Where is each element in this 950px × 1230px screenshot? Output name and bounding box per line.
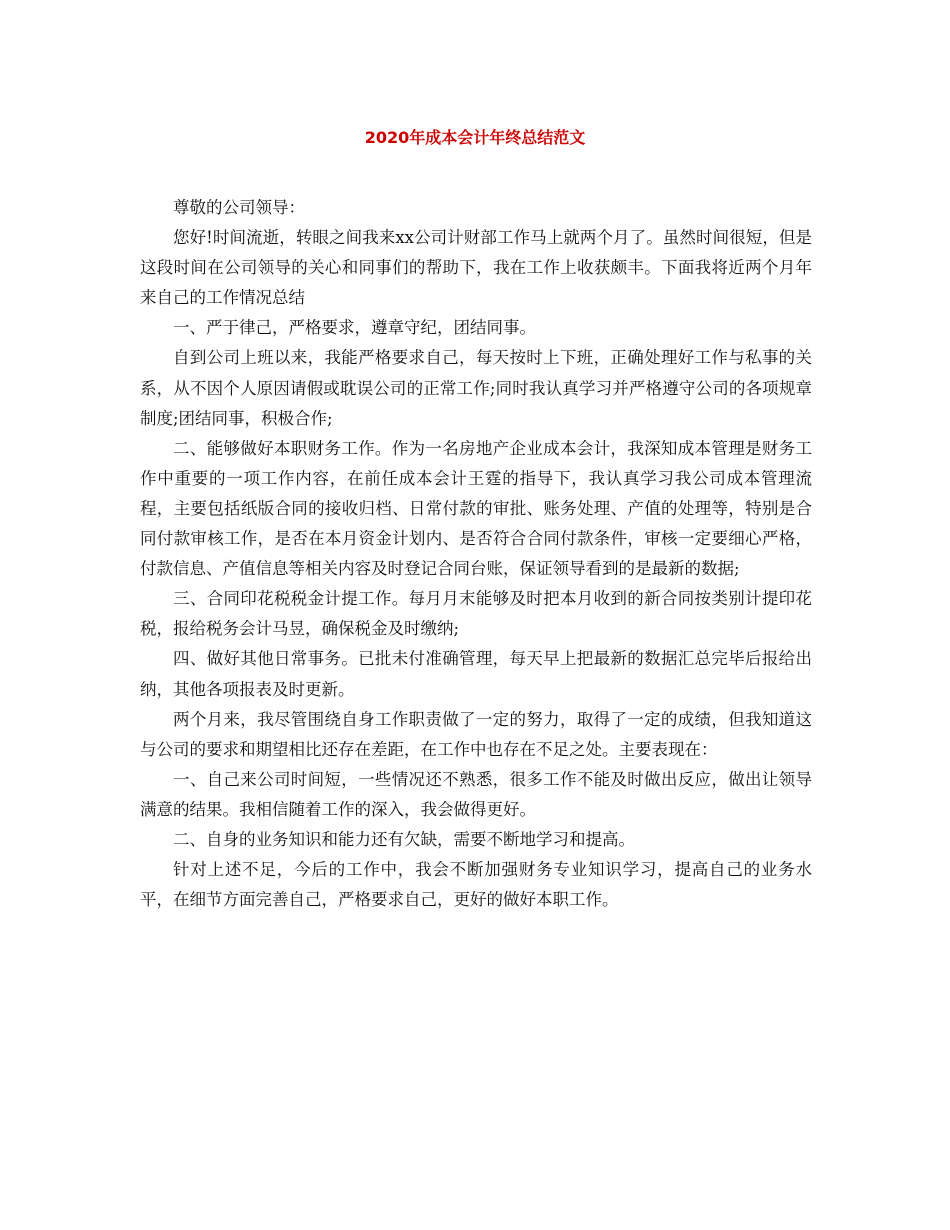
body-paragraph: 您好!时间流逝，转眼之间我来xx公司计财部工作马上就两个月了。虽然时间很短，但是这段时间在公司领导的关心和同事们的帮助下，我在工作上收获颇丰。下面我将近两个月年来自己的工作情况总结 bbox=[140, 228, 812, 308]
body-paragraph: 二、自身的业务知识和能力还有欠缺，需要不断地学习和提高。 bbox=[173, 829, 635, 849]
body-paragraph: 针对上述不足，今后的工作中，我会不断加强财务专业知识学习，提高自己的业务水平，在细节方面完善自己，严格要求自己，更好的做好本职工作。 bbox=[140, 860, 812, 910]
body-paragraph: 自到公司上班以来，我能严格要求自己，每天按时上下班，正确处理好工作与私事的关系，从不因个人原因请假或耽误公司的正常工作;同时我认真学习并严格遵守公司的各项规章制度;团结同事，积极合作; bbox=[140, 348, 812, 428]
body-paragraph: 两个月来，我尽管围绕自身工作职责做了一定的努力，取得了一定的成绩，但我知道这与公司的要求和期望相比还存在差距，在工作中也存在不足之处。主要表现在： bbox=[140, 709, 812, 759]
body-paragraph: 二、能够做好本职财务工作。作为一名房地产企业成本会计，我深知成本管理是财务工作中重要的一项工作内容，在前任成本会计王霆的指导下，我认真学习我公司成本管理流程，主要包括纸版合同的接收归档、日常付款的审批、账务处理、产值的处理等，特别是合同付款审核工作，是否在本月资金计划内、是否符合合同付款条件，审核一定要细心严格，付款信息、产值信息等相关内容及时登记合同台账，保证领导看到的是最新的数据; bbox=[140, 438, 812, 579]
document-title: 2020年成本会计年终总结范文 bbox=[364, 128, 586, 147]
body-paragraph: 四、做好其他日常事务。已批未付准确管理，每天早上把最新的数据汇总完毕后报给出纳，其他各项报表及时更新。 bbox=[140, 649, 812, 699]
document-body bbox=[140, 193, 812, 915]
salutation-paragraph: 尊敬的公司领导： bbox=[173, 198, 305, 217]
section-heading-1: 一、严于律己，严格要求，遵章守纪，团结同事。 bbox=[173, 318, 536, 338]
body-paragraph: 三、合同印花税税金计提工作。每月月末能够及时把本月收到的新合同按类别计提印花税，报给税务会计马昱，确保税金及时缴纳; bbox=[140, 589, 812, 639]
body-paragraph: 一、自己来公司时间短，一些情况还不熟悉，很多工作不能及时做出反应，做出让领导满意的结果。我相信随着工作的深入，我会做得更好。 bbox=[140, 769, 812, 819]
